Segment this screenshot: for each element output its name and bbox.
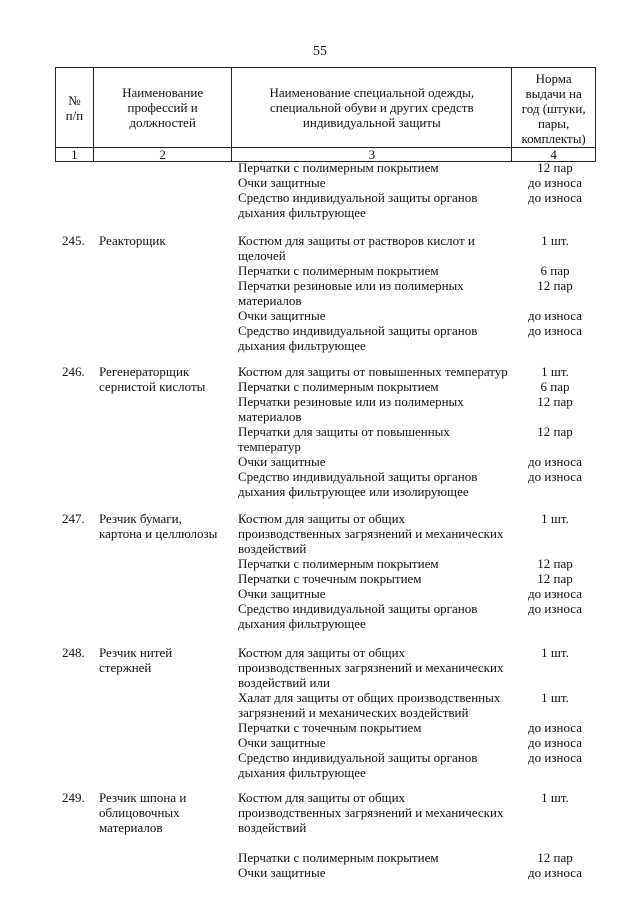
issue-norm: 12 пар (537, 424, 573, 439)
equipment-item (238, 323, 596, 353)
profession-name: Резчик шпона и облицовочных материалов (99, 790, 187, 835)
equipment-name: Костюм для защиты от общих производственных загрязнений и механических воздействий или (238, 645, 504, 690)
equipment-name (238, 835, 514, 850)
equipment-item (238, 690, 596, 720)
issue-norm: до износа (528, 586, 582, 601)
equipment-name: Костюм для защиты от растворов кислот и щелочей (238, 233, 475, 263)
header-text-line: выдачи на (525, 85, 582, 101)
equipment-item (238, 790, 596, 835)
issue-norm: 12 пар (537, 160, 573, 175)
equipment-name: Средство индивидуальной защиты органов дыхания фильтрующее (238, 323, 478, 353)
header-text-line: п/п (65, 107, 84, 123)
equipment-name: Костюм для защиты от общих производственных загрязнений и механических воздействий (238, 790, 504, 835)
equipment-name: Средство индивидуальной защиты органов дыхания фильтрующее (238, 750, 478, 780)
equipment-item (238, 233, 596, 263)
column-number-3: 3 (232, 148, 512, 161)
issue-norm: 1 шт. (541, 511, 569, 526)
header-text-line: № (68, 92, 81, 108)
table-row (55, 364, 596, 499)
profession-name (99, 160, 238, 220)
issue-norm: до износа (528, 469, 582, 484)
equipment-item (238, 850, 596, 865)
issue-norm: 12 пар (537, 556, 573, 571)
equipment-name: Очки защитные (238, 454, 326, 469)
issue-norm: 6 пар (540, 263, 570, 278)
table-row (55, 511, 596, 631)
equipment-name: Халат для защиты от общих производственных загрязнений и механических воздействий (238, 690, 501, 720)
equipment-name: Перчатки для защиты от повышенных температур (238, 424, 450, 454)
issue-norm: 6 пар (540, 379, 570, 394)
equipment-name: Костюм для защиты от повышенных температур (238, 364, 508, 379)
row-number: 248. (62, 645, 85, 660)
row-number: 249. (62, 790, 85, 805)
row-number: 246. (62, 364, 85, 379)
header-col-equipment (232, 68, 512, 147)
header-text-line: пары, (538, 115, 570, 131)
equipment-item (238, 720, 596, 735)
issue-norm: до износа (528, 190, 582, 205)
issue-norm: до износа (528, 720, 582, 735)
equipment-item (238, 586, 596, 601)
column-number-1: 1 (56, 148, 94, 161)
equipment-list (238, 645, 596, 780)
header-text-line: год (штуки, (521, 100, 586, 116)
issue-norm: до износа (528, 308, 582, 323)
issue-norm: 12 пар (537, 571, 573, 586)
equipment-item (238, 469, 596, 499)
issue-norm: до износа (528, 750, 582, 765)
issue-norm: 12 пар (537, 278, 573, 293)
equipment-item (238, 601, 596, 631)
equipment-item (238, 865, 596, 880)
equipment-item (238, 454, 596, 469)
column-number-2: 2 (94, 148, 232, 161)
profession-name: Резчик бумаги, картона и целлюлозы (99, 511, 218, 541)
table-row (55, 645, 596, 780)
profession-name: Реакторщик (99, 233, 166, 248)
page-number: 55 (313, 44, 327, 59)
header-text-line: должностей (129, 115, 196, 130)
header-col-profession (94, 68, 232, 147)
equipment-item (238, 571, 596, 586)
issue-norm: 1 шт. (541, 790, 569, 805)
equipment-name: Средство индивидуальной защиты органов дыхания фильтрующее (238, 601, 478, 631)
equipment-name: Средство индивидуальной защиты органов дыхания фильтрующее (238, 190, 478, 220)
row-number: 247. (62, 511, 85, 526)
equipment-name: Перчатки резиновые или из полимерных материалов (238, 394, 464, 424)
equipment-item (238, 835, 596, 850)
issue-norm: до износа (528, 175, 582, 190)
equipment-name: Очки защитные (238, 735, 326, 750)
header-text-line: профессий и (127, 100, 198, 115)
equipment-item (238, 308, 596, 323)
issue-norm: до износа (528, 865, 582, 880)
equipment-list (238, 364, 596, 499)
equipment-item (238, 263, 596, 278)
row-number (55, 160, 99, 220)
header-text-line: индивидуальной защиты (302, 115, 441, 130)
equipment-item (238, 160, 596, 175)
header-text-line: комплекты) (521, 130, 586, 146)
profession-name: Регенераторщик сернистой кислоты (99, 364, 206, 394)
equipment-name: Очки защитные (238, 586, 326, 601)
header-col-norm (512, 68, 595, 147)
issue-norm: 1 шт. (541, 364, 569, 379)
equipment-name: Очки защитные (238, 865, 326, 880)
equipment-list (238, 160, 596, 220)
equipment-name: Перчатки с полимерным покрытием (238, 850, 439, 865)
equipment-name: Перчатки с точечным покрытием (238, 571, 422, 586)
equipment-item (238, 645, 596, 690)
equipment-item (238, 379, 596, 394)
issue-norm: до износа (528, 454, 582, 469)
equipment-item (238, 750, 596, 780)
equipment-name: Очки защитные (238, 175, 326, 190)
header-text-line: Наименование специальной одежды, (269, 85, 475, 100)
profession-name: Резчик нитей стержней (99, 645, 173, 675)
equipment-name: Перчатки резиновые или из полимерных материалов (238, 278, 464, 308)
equipment-list (238, 511, 596, 631)
equipment-item (238, 364, 596, 379)
equipment-name: Очки защитные (238, 308, 326, 323)
column-number-4: 4 (550, 147, 557, 162)
equipment-item (238, 278, 596, 308)
equipment-name: Перчатки с полимерным покрытием (238, 263, 439, 278)
issue-norm: 1 шт. (541, 233, 569, 248)
equipment-item (238, 424, 596, 454)
equipment-name: Перчатки с полимерным покрытием (238, 160, 439, 175)
table-row (55, 790, 596, 880)
header-text-line: Наименование (122, 85, 204, 100)
issue-norm: 1 шт. (541, 645, 569, 660)
table-header (55, 67, 596, 162)
equipment-name: Перчатки с точечным покрытием (238, 720, 422, 735)
equipment-item (238, 511, 596, 556)
issue-norm: 12 пар (537, 394, 573, 409)
equipment-list (238, 790, 596, 880)
equipment-name: Костюм для защиты от общих производственных загрязнений и механических воздействий (238, 511, 504, 556)
issue-norm (514, 835, 596, 850)
equipment-item (238, 394, 596, 424)
table-row (55, 233, 596, 353)
equipment-item (238, 556, 596, 571)
row-number: 245. (62, 233, 85, 248)
issue-norm: до износа (528, 735, 582, 750)
equipment-list (238, 233, 596, 353)
equipment-name: Перчатки с полимерным покрытием (238, 556, 439, 571)
issue-norm: до износа (528, 323, 582, 338)
table-row (55, 160, 596, 220)
header-col-number (56, 68, 94, 147)
equipment-name: Перчатки с полимерным покрытием (238, 379, 439, 394)
header-row (56, 68, 595, 148)
header-text-line: Норма (535, 70, 572, 86)
issue-norm: 1 шт. (541, 690, 569, 705)
equipment-name: Средство индивидуальной защиты органов дыхания фильтрующее или изолирующее (238, 469, 478, 499)
issue-norm: до износа (528, 601, 582, 616)
equipment-item (238, 735, 596, 750)
equipment-item (238, 175, 596, 190)
equipment-item (238, 190, 596, 220)
header-text-line: специальной обуви и других средств (270, 100, 474, 115)
issue-norm: 12 пар (537, 850, 573, 865)
